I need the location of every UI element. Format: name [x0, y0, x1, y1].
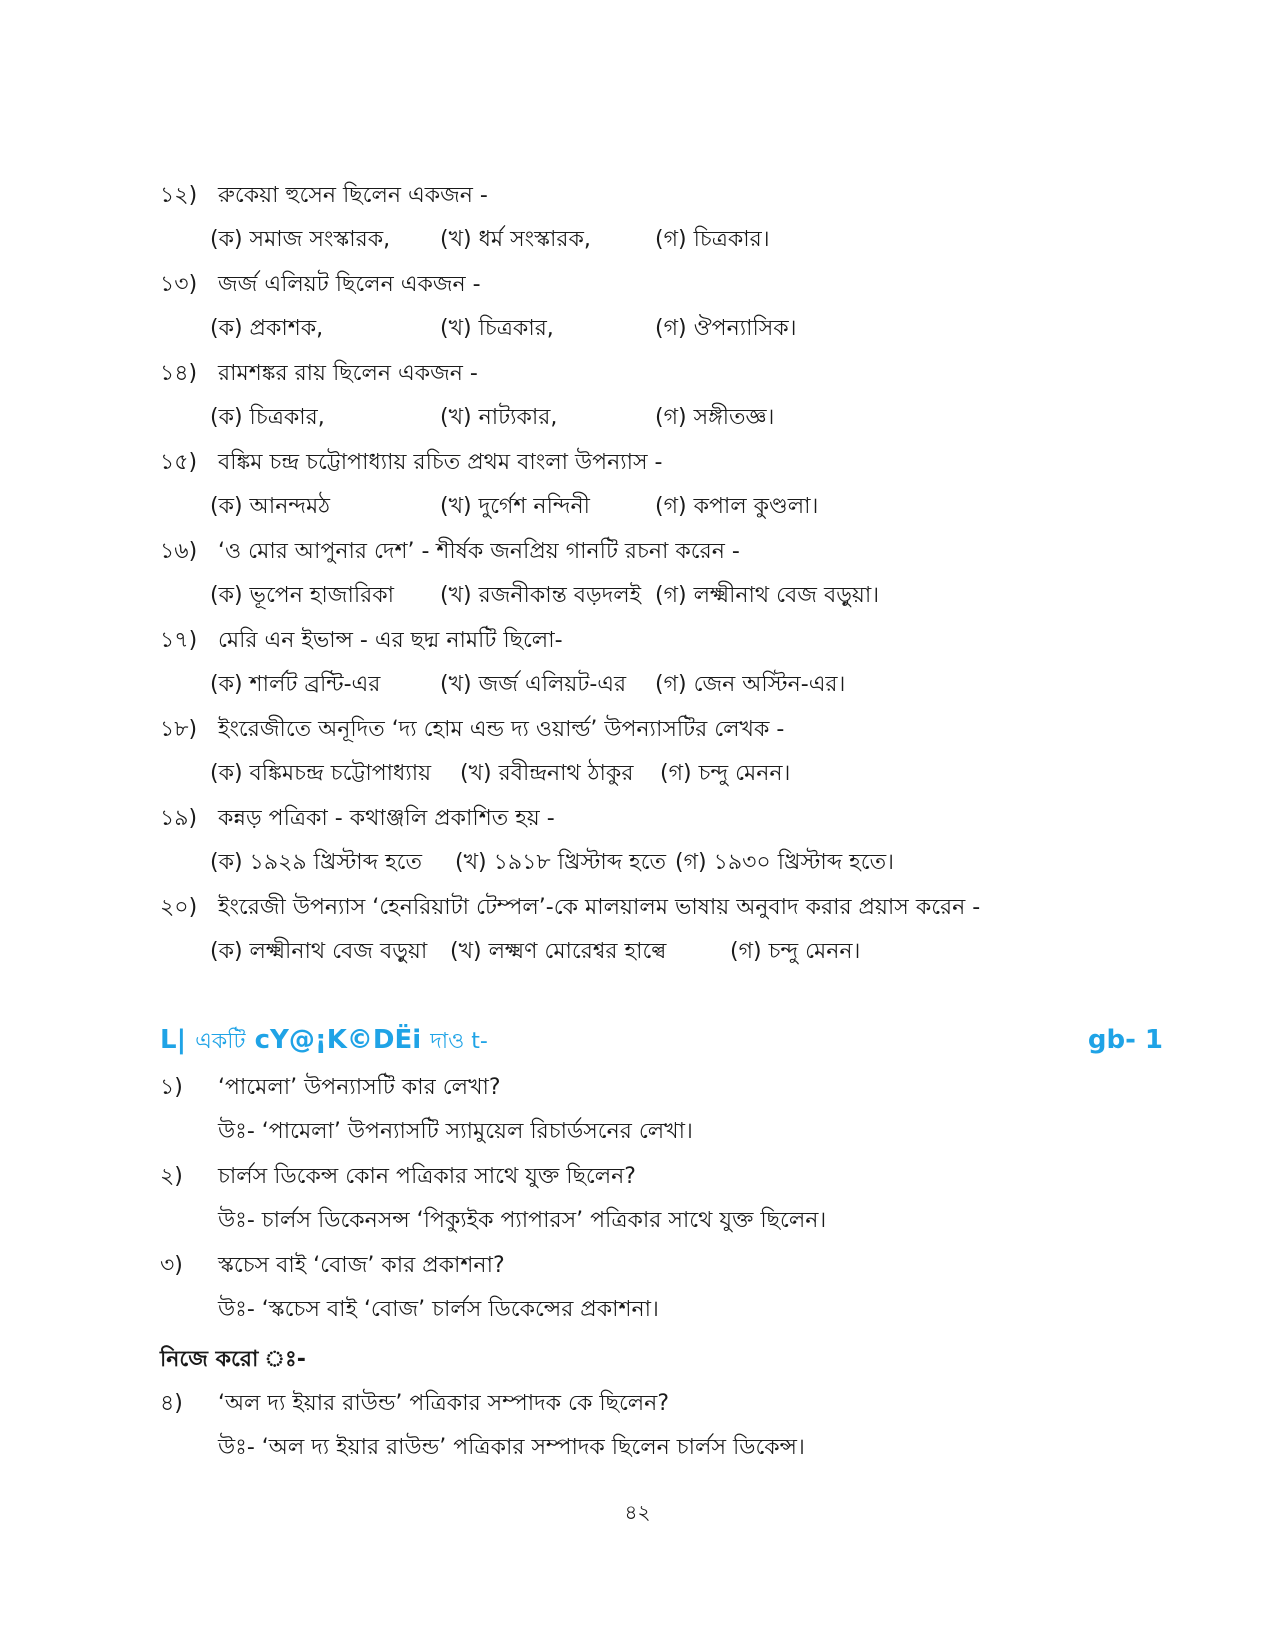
option-c: (গ) ১৯৩০ খ্রিস্টাব্দ হতে।	[675, 850, 894, 875]
option-b: (খ) রবীন্দ্রনাথ ঠাকুর	[460, 761, 634, 786]
mcq-options-row	[0, 309, 1275, 349]
mcq-question-row	[0, 354, 1275, 394]
question-number: ১)	[160, 1075, 183, 1100]
question-text: ‘অল দ্য ইয়ার রাউন্ড’ পত্রিকার সম্পাদক কে ছিলেন?	[218, 1391, 669, 1416]
option-b: (খ) লক্ষ্মণ মোরেশ্বর হাল্বে	[450, 939, 667, 964]
option-a: (ক) ১৯২৯ খ্রিস্টাব্দ হতে	[210, 850, 423, 875]
mcq-options-row	[0, 487, 1275, 527]
question-text: ইংরেজী উপন্যাস ‘হেনরিয়াটা টেম্পল’-কে মালয়ালম ভাষায় অনুবাদ করার প্রয়াস করেন -	[218, 895, 981, 920]
option-a: (ক) ভূপেন হাজারিকা	[210, 583, 395, 608]
option-c: (গ) কপাল কুণ্ডলা।	[655, 494, 819, 519]
question-number: ১৫)	[160, 450, 198, 475]
question-text: স্কচেস বাই ‘বোজ’ কার প্রকাশনা?	[218, 1253, 505, 1278]
self-practice-heading: নিজে করো ঃ-	[160, 1347, 306, 1372]
option-b: (খ) ধর্ম সংস্কারক,	[440, 227, 591, 252]
answer-row	[0, 1201, 1275, 1241]
answer-row	[0, 1112, 1275, 1152]
option-c: (গ) লক্ষ্মীনাথ বেজ বড়ুয়া।	[655, 583, 880, 608]
option-c: (গ) চন্দু মেনন।	[660, 761, 791, 786]
question-number: ১৭)	[160, 628, 198, 653]
section-heading-garbled: cY@¡K©DËi	[254, 1025, 422, 1055]
question-number: ১৯)	[160, 806, 198, 831]
option-a: (ক) চিত্রকার,	[210, 405, 325, 430]
question-number: ৩)	[160, 1253, 183, 1278]
question-text: জর্জ এলিয়ট ছিলেন একজন -	[218, 272, 481, 297]
section-heading-mid: একটি	[195, 1029, 246, 1054]
option-b: (খ) দুর্গেশ নন্দিনী	[440, 494, 590, 519]
mcq-options-row	[0, 398, 1275, 438]
question-text: মেরি এন ইভান্স - এর ছদ্ম নামটি ছিলো-	[218, 628, 563, 653]
option-c: (গ) সঙ্গীতজ্ঞ।	[655, 405, 775, 430]
option-a: (ক) লক্ষ্মীনাথ বেজ বড়ুয়া	[210, 939, 428, 964]
question-text: চার্লস ডিকেন্স কোন পত্রিকার সাথে যুক্ত ছিলেন?	[218, 1164, 636, 1189]
mcq-options-row	[0, 576, 1275, 616]
mcq-options-row	[0, 754, 1275, 794]
question-number: ২০)	[160, 895, 198, 920]
mcq-question-row	[0, 176, 1275, 216]
question-text: কন্নড় পত্রিকা - কথাঞ্জলি প্রকাশিত হয় -	[218, 806, 555, 831]
section-heading-suffix: দাও t-	[430, 1029, 488, 1054]
option-a: (ক) সমাজ সংস্কারক,	[210, 227, 391, 252]
short-question-row	[0, 1246, 1275, 1286]
mcq-question-row	[0, 621, 1275, 661]
option-b: (খ) জর্জ এলিয়ট-এর	[440, 672, 627, 697]
answer-text: উঃ- চার্লস ডিকেনসন্স ‘পিক্যুইক প্যাপারস’ পত্রিকার সাথে যুক্ত ছিলেন।	[218, 1208, 827, 1233]
mcq-question-row	[0, 532, 1275, 572]
answer-text: উঃ- ‘অল দ্য ইয়ার রাউন্ড’ পত্রিকার সম্পাদক ছিলেন চার্লস ডিকেন্স।	[218, 1435, 805, 1460]
answer-text: উঃ- ‘স্কচেস বাই ‘বোজ’ চার্লস ডিকেন্সের প্রকাশনা।	[218, 1297, 659, 1322]
question-number: ১২)	[160, 183, 198, 208]
mcq-question-row	[0, 710, 1275, 750]
question-text: রামশঙ্কর রায় ছিলেন একজন -	[218, 361, 478, 386]
answer-row	[0, 1290, 1275, 1330]
question-number: ১৮)	[160, 717, 198, 742]
mcq-options-row	[0, 220, 1275, 260]
question-number: ৪)	[160, 1391, 183, 1416]
mcq-options-row	[0, 932, 1275, 972]
option-b: (খ) চিত্রকার,	[440, 316, 554, 341]
answer-row	[0, 1428, 1275, 1468]
question-text: ইংরেজীতে অনূদিত ‘দ্য হোম এন্ড দ্য ওয়ার্ল্ড’ উপন্যাসটির লেখক -	[218, 717, 785, 742]
short-question-row	[0, 1384, 1275, 1424]
option-a: (ক) শার্লট ব্রন্টি-এর	[210, 672, 381, 697]
option-b: (খ) রজনীকান্ত বড়দলই	[440, 583, 642, 608]
option-c: (গ) চিত্রকার।	[655, 227, 770, 252]
option-b: (খ) ১৯১৮ খ্রিস্টাব্দ হতে	[455, 850, 667, 875]
option-c: (গ) চন্দু মেনন।	[730, 939, 861, 964]
option-c: (গ) জেন অস্টিন-এর।	[655, 672, 846, 697]
page-number: ৪২	[624, 1500, 651, 1524]
option-b: (খ) নাট্যকার,	[440, 405, 558, 430]
option-a: (ক) আনন্দমঠ	[210, 494, 330, 519]
section-heading-prefix: L|	[160, 1025, 187, 1055]
question-text: রুকেয়া হুসেন ছিলেন একজন -	[218, 183, 488, 208]
answer-text: উঃ- ‘পামেলা’ উপন্যাসটি স্যামুয়েল রিচার্ডসনের লেখা।	[218, 1119, 693, 1144]
question-number: ১৩)	[160, 272, 198, 297]
mcq-question-row	[0, 265, 1275, 305]
section-marks: gb- 1	[1087, 1025, 1163, 1055]
question-number: ১৪)	[160, 361, 198, 386]
mcq-question-row	[0, 443, 1275, 483]
mcq-options-row	[0, 665, 1275, 705]
section-heading	[160, 1020, 488, 1060]
short-question-row	[0, 1157, 1275, 1197]
mcq-options-row	[0, 843, 1275, 883]
option-c: (গ) ঔপন্যাসিক।	[655, 316, 797, 341]
mcq-question-row	[0, 799, 1275, 839]
question-number: ১৬)	[160, 539, 198, 564]
question-text: বঙ্কিম চন্দ্র চট্টোপাধ্যায় রচিত প্রথম বাংলা উপন্যাস -	[218, 450, 663, 475]
question-number: ২)	[160, 1164, 183, 1189]
option-a: (ক) প্রকাশক,	[210, 316, 324, 341]
mcq-question-row	[0, 888, 1275, 928]
option-a: (ক) বঙ্কিমচন্দ্র চট্টোপাধ্যায়	[210, 761, 432, 786]
short-question-row	[0, 1068, 1275, 1108]
question-text: ‘ও মোর আপুনার দেশ’ - শীর্ষক জনপ্রিয় গানটি রচনা করেন -	[218, 539, 740, 564]
question-text: ‘পামেলা’ উপন্যাসটি কার লেখা?	[218, 1075, 501, 1100]
